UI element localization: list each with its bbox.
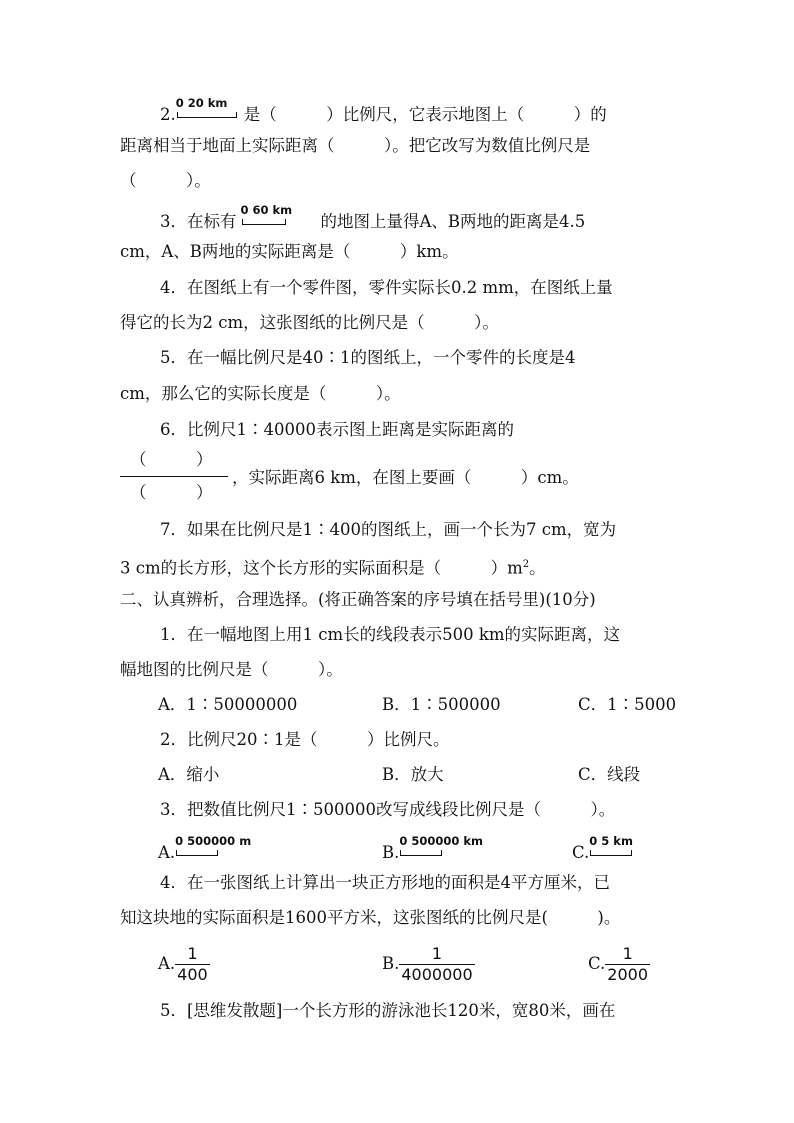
q7-line2-end: 。 bbox=[529, 558, 546, 578]
fraction-c bbox=[605, 944, 650, 985]
c3-option-a bbox=[158, 834, 257, 863]
q7-line2 bbox=[120, 555, 546, 579]
scale-bar-60km bbox=[240, 203, 317, 227]
c2-line1: 2．比例尺20∶1是（ ）比例尺。 bbox=[160, 730, 450, 749]
q2-text1: 是（ ）比例尺，它表示地图上（ ）的 bbox=[243, 105, 607, 124]
squared-superscript: 2 bbox=[522, 559, 530, 570]
scale-bar-segment bbox=[242, 219, 286, 225]
q5-line2: cm，那么它的实际长度是（ ）。 bbox=[120, 384, 401, 403]
fraction-a bbox=[175, 944, 210, 985]
scale-bar-segment bbox=[176, 850, 218, 856]
c3-option-b bbox=[382, 834, 491, 863]
c3-line1: 3．把数值比例尺1∶500000改写成线段比例尺是（ ）。 bbox=[160, 800, 616, 819]
q7-line1: 7．如果在比例尺是1∶400的图纸上，画一个长为7 cm，宽为 bbox=[160, 520, 617, 539]
c1-option-c: C．1∶5000 bbox=[578, 695, 677, 714]
c4-line2: 知这块地的实际面积是1600平方米，这张图纸的比例尺是( )。 bbox=[120, 908, 621, 927]
scale-bar-label: 0 500000 km bbox=[399, 834, 484, 848]
scale-bar-segment bbox=[400, 850, 442, 856]
fraction-denominator: 4000000 bbox=[401, 965, 473, 984]
q4-line2: 得它的长为2 cm，这张图纸的比例尺是（ ）。 bbox=[120, 313, 499, 332]
scale-bar-label: 0 500000 m bbox=[175, 834, 252, 848]
c2-option-b: B．放大 bbox=[382, 765, 444, 784]
scale-bar-label: 0 60 km bbox=[240, 203, 293, 217]
q3-line1 bbox=[160, 203, 586, 232]
c2-option-a: A．缩小 bbox=[158, 765, 220, 784]
fraction-denominator: 2000 bbox=[607, 965, 649, 984]
c3-option-c bbox=[572, 834, 653, 863]
scale-bar-option-a bbox=[175, 834, 257, 858]
c1-line2: 幅地图的比例尺是（ ）。 bbox=[120, 660, 343, 679]
q3-text1: 的地图上量得A、B两地的距离是4.5 bbox=[320, 212, 586, 231]
q4-line1: 4．在图纸上有一个零件图，零件实际长0.2 mm，在图纸上量 bbox=[160, 278, 613, 297]
c4-line1: 4．在一张图纸上计算出一块正方形地的面积是4平方厘米，已 bbox=[160, 873, 610, 892]
option-letter: A. bbox=[158, 843, 176, 862]
q3-prefix: 3．在标有 bbox=[160, 212, 237, 231]
c1-line1: 1．在一幅地图上用1 cm长的线段表示500 km的实际距离，这 bbox=[160, 625, 621, 644]
c4-option-a bbox=[158, 944, 210, 985]
option-letter: A. bbox=[158, 954, 176, 973]
q6-line1: 6．比例尺1∶40000表示图上距离是实际距离的 bbox=[160, 420, 514, 439]
q2-line1 bbox=[160, 96, 607, 125]
q2-line3: （ ）。 bbox=[120, 171, 211, 190]
c4-option-c bbox=[588, 944, 650, 985]
fraction-numerator: 1 bbox=[431, 944, 443, 963]
option-letter: C. bbox=[572, 843, 590, 862]
c5-line1: 5．[思维发散题]一个长方形的游泳池长120米，宽80米，画在 bbox=[160, 1001, 616, 1020]
option-letter: B. bbox=[382, 843, 400, 862]
c2-option-c: C．线段 bbox=[578, 765, 641, 784]
c4-option-b bbox=[382, 944, 475, 985]
option-letter: C. bbox=[588, 954, 606, 973]
q5-line1: 5．在一幅比例尺是40∶1的图纸上，一个零件的长度是4 bbox=[160, 348, 576, 367]
scale-bar-label: 0 20 km bbox=[175, 96, 228, 110]
q3-line2: cm，A、B两地的实际距离是（ ）km。 bbox=[120, 242, 459, 261]
scale-bar-option-b bbox=[399, 834, 491, 858]
option-letter: B. bbox=[382, 954, 400, 973]
fraction-denominator-blank: （ ） bbox=[130, 483, 213, 502]
fraction-numerator: 1 bbox=[187, 944, 198, 963]
scale-bar-20km bbox=[175, 96, 244, 120]
fraction-b bbox=[399, 944, 474, 985]
fraction-numerator-blank: （ ） bbox=[130, 450, 213, 469]
c1-option-b: B．1∶500000 bbox=[382, 695, 501, 714]
scale-bar-option-c bbox=[589, 834, 653, 858]
q6-blank-fraction bbox=[120, 450, 230, 506]
fraction-denominator: 400 bbox=[177, 965, 208, 984]
scale-bar-label: 0 5 km bbox=[589, 834, 633, 848]
q7-line2-text: 3 cm的长方形，这个长方形的实际面积是（ ）m bbox=[120, 558, 523, 578]
q2-number: 2. bbox=[160, 105, 176, 124]
section2-heading: 二、认真辨析，合理选择。(将正确答案的序号填在括号里)(10分) bbox=[120, 590, 596, 609]
q2-line2: 距离相当于地面上实际距离（ ）。把它改写为数值比例尺是 bbox=[120, 136, 591, 155]
fraction-numerator: 1 bbox=[622, 944, 633, 963]
scale-bar-segment bbox=[590, 850, 632, 856]
fraction-bar bbox=[120, 476, 228, 477]
c1-option-a: A．1∶50000000 bbox=[158, 695, 298, 714]
scale-bar-segment bbox=[177, 112, 237, 118]
q6-after: ，实际距离6 km，在图上要画（ ）cm。 bbox=[232, 468, 579, 487]
